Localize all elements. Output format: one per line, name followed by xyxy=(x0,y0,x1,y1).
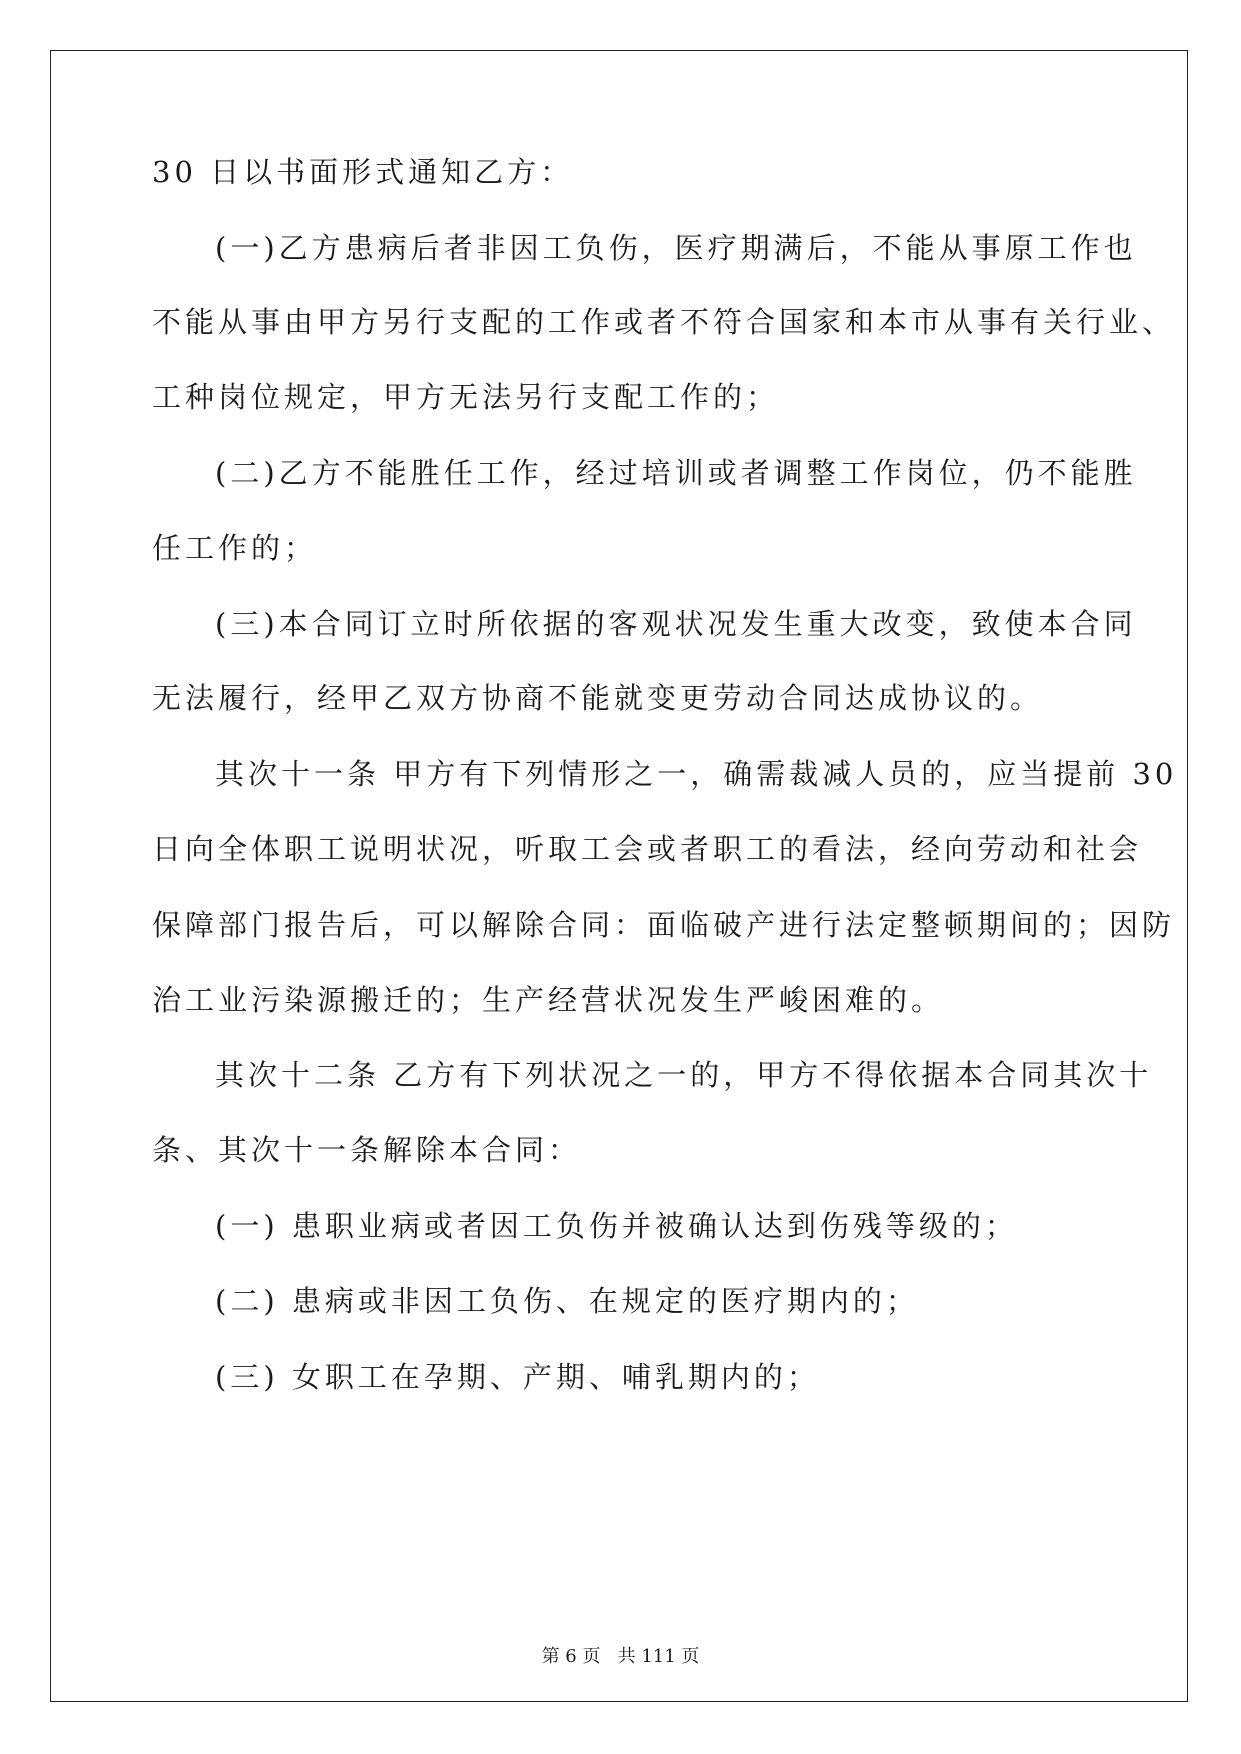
text-line: 无法履行，经甲乙双方协商不能就变更劳动合同达成协议的。 xyxy=(152,681,1044,715)
text-line: 不能从事由甲方另行支配的工作或者不符合国家和本市从事有关行业、 xyxy=(152,305,1176,339)
text-line: (三) 女职工在孕期、产期、哺乳期内的； xyxy=(215,1360,820,1394)
text-line: (三)本合同订立时所依据的客观状况发生重大改变，致使本合同 xyxy=(215,607,1137,641)
text-line: (一)乙方患病后者非因工负伤，医疗期满后，不能从事原工作也 xyxy=(215,231,1137,265)
page-number-footer: 第 6 页 共 111 页 xyxy=(541,1646,700,1667)
text-line: (二)乙方不能胜任工作，经过培训或者调整工作岗位，仍不能胜 xyxy=(215,456,1137,490)
text-line: 治工业污染源搬迁的；生产经营状况发生严峻困难的。 xyxy=(152,983,945,1017)
text-line: 其次十二条 乙方有下列状况之一的，甲方不得依据本合同其次十 xyxy=(215,1058,1153,1092)
text-line: 日向全体职工说明状况，听取工会或者职工的看法，经向劳动和社会 xyxy=(152,832,1143,866)
text-line: (二) 患病或非因工负伤、在规定的医疗期内的； xyxy=(215,1284,919,1318)
text-line: (一) 患职业病或者因工负伤并被确认达到伤残等级的； xyxy=(215,1209,1018,1243)
page-frame xyxy=(50,50,1188,1702)
text-line: 条、其次十一条解除本合同： xyxy=(152,1133,582,1167)
text-line: 工种岗位规定，甲方无法另行支配工作的； xyxy=(152,380,780,414)
text-line: 任工作的； xyxy=(152,531,318,565)
text-line: 其次十一条 甲方有下列情形之一，确需裁减人员的，应当提前 30 xyxy=(215,757,1178,791)
text-line: 30 日以书面形式通知乙方： xyxy=(152,155,574,189)
text-line: 保障部门报告后，可以解除合同：面临破产进行法定整顿期间的；因防 xyxy=(152,908,1176,942)
